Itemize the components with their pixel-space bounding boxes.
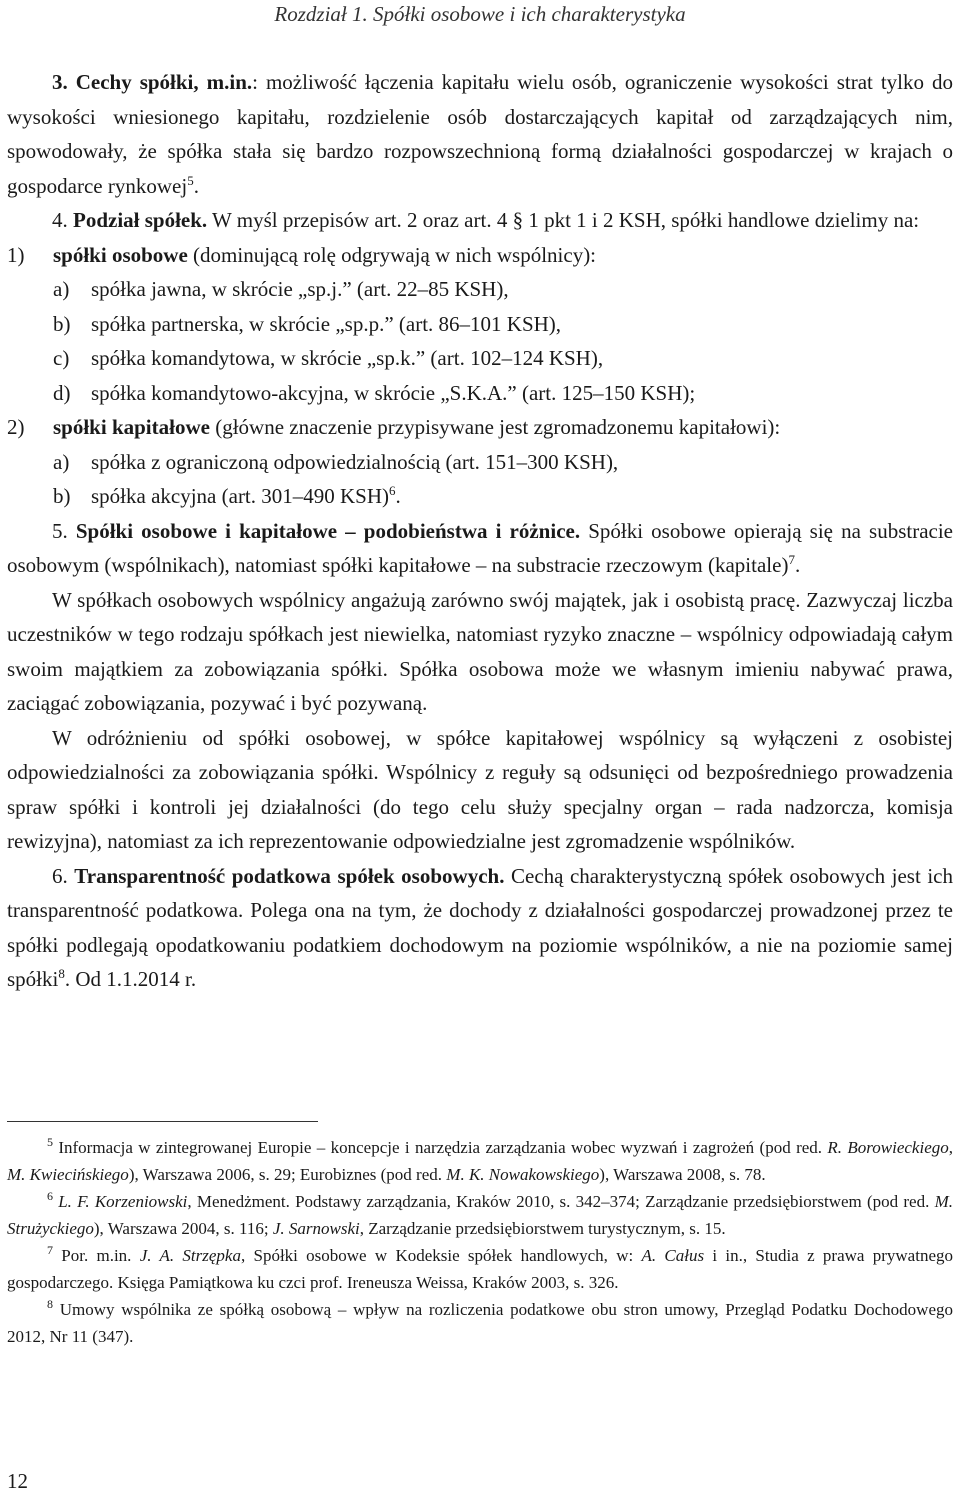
footnote-separator bbox=[7, 1121, 318, 1122]
section-3-paragraph: 3. Cechy spółki, m.in.: możliwość łączenia kapitału wielu osób, ograniczenie wysokości strat tylko do wysokości wniesionego kapitału, rozdzielenie osób dostarczających kapitał od zarządzających nim, spowodowały, że spółka stała się bardzo rozpowszechnioną formą działalności gospodarczej w krajach o gospodarce rynkowej$^5$. bbox=[7, 70, 953, 198]
section-4-paragraph: 4. Podział spółek. W myśl przepisów art. 2 oraz art. 4 § 1 pkt 1 i 2 KSH, spółki handlowe dzielimy na: bbox=[52, 208, 920, 232]
list-subitem: b) spółka partnerska, w skrócie „sp.p.” (art. 86–101 KSH), bbox=[53, 311, 562, 336]
running-header: Rozdział 1. Spółki osobowe i ich charakterystyka bbox=[274, 2, 686, 26]
list-1-subitems bbox=[7, 272, 953, 410]
list-subitem: d) spółka komandytowo-akcyjna, w skrócie „S.K.A.” (art. 125–150 KSH); bbox=[53, 380, 696, 405]
section-6-paragraph: 6. Transparentność podatkowa spółek osobowych. Cechą charakterystyczną spółek osobowych jest ich transparentność podatkowa. Polega ona na tym, że dochody z działalności gospodarczej prowadzonej przez te spółki podlegają opodatkowaniu podatkiem dochodowym na poziomie wspólników, a nie na poziomie samej spółki$^8$. Od 1.1.2014 r. bbox=[7, 863, 953, 991]
footnotes bbox=[7, 1134, 953, 1350]
paragraph-capital-companies: W odróżnieniu od spółki osobowej, w spółce kapitałowej wspólnicy są wyłączeni z osobistej odpowiedzialności za zobowiązania spółki. Wspólnicy z reguły są odsunięci od bezpośredniego prowadzenia spraw spółki i kontroli jej działalności (do tego celu służy specjalny organ – rada nadzorcza, komisja rewizyjna), natomiast za ich reprezentowanie odpowiedzialne jest zgromadzenie wspólników. bbox=[7, 725, 953, 853]
list-item-2-term: spółki kapitałowe bbox=[53, 415, 210, 439]
footnote-ref-6[interactable]: 6 bbox=[389, 483, 396, 498]
footnote-ref-8[interactable]: 8 bbox=[58, 966, 65, 981]
section-3-heading: 3. Cechy spółki, m.in. bbox=[52, 70, 253, 94]
footnote-7: $^7$ Por. m.in. J. A. Strzępka, Spółki osobowe w Kodeksie spółek handlowych, w: A. Całus i in., Studia z prawa prywatnego gospodarczego. Księga Pamiątkowa ku czci prof. Ireneusza Weissa, Kraków 2003, s. 326. bbox=[7, 1243, 953, 1292]
paragraph-personal-partnerships: W spółkach osobowych wspólnicy angażują zarówno swój majątek, jak i osobistą pracę. Zazwyczaj liczba uczestników w tego rodzaju spółkach jest niewielka, natomiast ryzyko znaczne – wspólnicy odpowiadają całym swoim majątkiem za zobowiązania spółki. Spółka osobowa może we własnym imieniu nabywać prawa, zaciągać zobowiązania, pozywać i być pozywaną. bbox=[7, 587, 953, 715]
list-subitem: a) spółka jawna, w skrócie „sp.j.” (art. 22–85 KSH), bbox=[53, 277, 509, 301]
page-number: 12 bbox=[7, 1469, 28, 1493]
footnote-8: $^8$ Umowy wspólnika ze spółką osobową – wpływ na rozliczenia podatkowe obu stron umowy, Przegląd Podatku Dochodowego 2012, Nr 11 (347). bbox=[7, 1297, 953, 1346]
list-subitem: b) spółka akcyjna (art. 301–490 KSH)$^6$. bbox=[53, 483, 401, 508]
footnote-6: $^6$ L. F. Korzeniowski, Menedżment. Podstawy zarządzania, Kraków 2010, s. 342–374; Zarządzanie przedsiębiorstwem (pod red. M. Strużyckiego), Warszawa 2004, s. 116; J. Sarnowski, Zarządzanie przedsiębiorstwem turystycznym, s. 15. bbox=[7, 1189, 953, 1238]
list-item-1: 1) spółki osobowe (dominującą rolę odgrywają w nich wspólnicy): bbox=[7, 242, 597, 267]
list-item-1-term: spółki osobowe bbox=[53, 242, 188, 267]
section-5-heading: Spółki osobowe i kapitałowe – podobieństwa i różnice. bbox=[75, 518, 581, 543]
footnote-5: $^5$ Informacja w zintegrowanej Europie – koncepcje i narzędzia zarządzania wobec wyzwań i zagrożeń (pod red. R. Borowieckiego, M. Kwiecińskiego), Warszawa 2006, s. 29; Eurobiznes (pod red. M. K. Nowakowskiego), Warszawa 2008, s. 78. bbox=[7, 1135, 953, 1184]
list-item-2: 2) spółki kapitałowe (główne znaczenie przypisywane jest zgromadzonemu kapitałowi): bbox=[7, 415, 781, 439]
section-6-heading: Transparentność podatkowa spółek osobowych. bbox=[74, 863, 505, 888]
section-5-paragraph: 5. Spółki osobowe i kapitałowe – podobieństwa i różnice. Spółki osobowe opierają się na substracie osobowym (wspólnikach), natomiast spółki kapitałowe – na substracie rzeczowym (kapitale)$^7$. bbox=[7, 518, 953, 577]
section-4-heading: Podział spółek. bbox=[73, 208, 208, 232]
footnote-ref-5[interactable]: 5 bbox=[187, 172, 194, 188]
list-2-subitems bbox=[7, 445, 953, 514]
main-text bbox=[7, 65, 953, 997]
footnote-ref-7[interactable]: 7 bbox=[788, 552, 795, 567]
list-subitem: a) spółka z ograniczoną odpowiedzialnością (art. 151–300 KSH), bbox=[53, 449, 619, 474]
list-subitem: c) spółka komandytowa, w skrócie „sp.k.” (art. 102–124 KSH), bbox=[53, 346, 604, 370]
